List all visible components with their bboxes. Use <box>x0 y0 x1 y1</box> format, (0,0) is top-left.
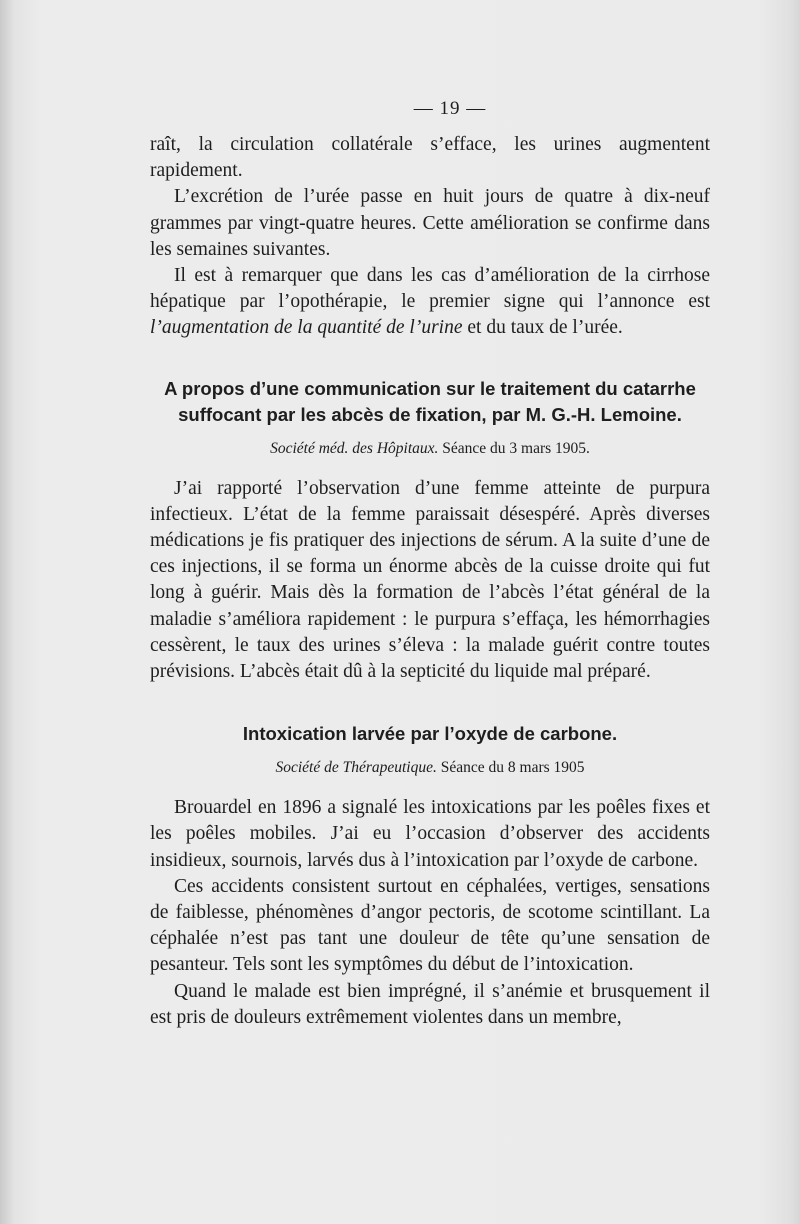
intro-paragraph-3-start: Il est à remarquer que dans les cas d’amélioration de la cirrhose hépatique par l’opothérapie, le premier signe qui l’annonce est <box>150 265 710 313</box>
section-2-paragraph-1: Brouardel en 1896 a signalé les intoxications par les poêles fixes et les poêles mobiles. J’ai eu l’occasion d’observer des accidents insidieux, sournois, larvés dus à l’intoxication par l’oxyde de carbone. <box>150 797 710 871</box>
section-2-paragraph-2: Ces accidents consistent surtout en céphalées, vertiges, sensations de faiblesse, phénomènes d’angor pectoris, de scotome scintillant. La céphalée n’est pas tant une douleur de tête qu’une sensation de pesanteur. Tels sont les symptômes du début de l’intoxication. <box>150 875 710 976</box>
section-1-title <box>150 376 710 428</box>
intro-paragraph-3-end: et du taux de l’urée. <box>462 317 623 339</box>
section-1-source <box>150 438 710 460</box>
section-2-source-date: Séance du 8 mars 1905 <box>436 759 585 777</box>
section-1-title-line-2: suffocant par les abcès de fixation, par M. G.-H. Lemoine. <box>178 403 682 425</box>
intro-paragraph-1: raît, la circulation collatérale s’efface, les urines augmentent rapidement. <box>150 134 710 182</box>
page-content <box>150 96 710 1031</box>
section-2-source <box>150 757 710 779</box>
section-1-body: J’ai rapporté l’observation d’une femme atteinte de purpura infectieux. L’état de la femme paraissait désespéré. Après diverses médications je fis pratiquer des injections de sérum. A la suite d’une de ces injections, il se forma un énorme abcès de la cuisse droite qui fut long à guérir. Mais dès la formation de l’abcès l’état général de la maladie s’améliora rapidement : le purpura s’effaça, les hémorrhagies cessèrent, le taux des urines s’éleva : la malade guérit contre toutes prévisions. L’abcès était dû à la septicité du liquide mal préparé. <box>150 477 710 683</box>
section-2-paragraph-3: Quand le malade est bien imprégné, il s’anémie et brusquement il est pris de douleurs extrêmement violentes dans un membre, <box>150 980 710 1028</box>
section-1-source-society: Société méd. des Hôpitaux. <box>270 439 439 457</box>
intro-paragraph-3-emphasis: l’augmentation de la quantité de l’urine <box>150 317 463 339</box>
section-2-source-society: Société de Thérapeutique. <box>275 759 437 777</box>
section-2-title: Intoxication larvée par l’oxyde de carbone. <box>242 723 618 745</box>
section-1-source-date: Séance du 3 mars 1905. <box>438 439 590 457</box>
page-number: — 19 — <box>413 98 487 119</box>
intro-paragraph-3 <box>150 263 710 342</box>
section-1-title-line-1: A propos d’une communication sur le traitement du catarrhe <box>164 377 696 399</box>
intro-paragraph-2: L’excrétion de l’urée passe en huit jours de quatre à dix-neuf grammes par vingt-quatre heures. Cette amélioration se confirme dans les semaines suivantes. <box>150 186 710 260</box>
